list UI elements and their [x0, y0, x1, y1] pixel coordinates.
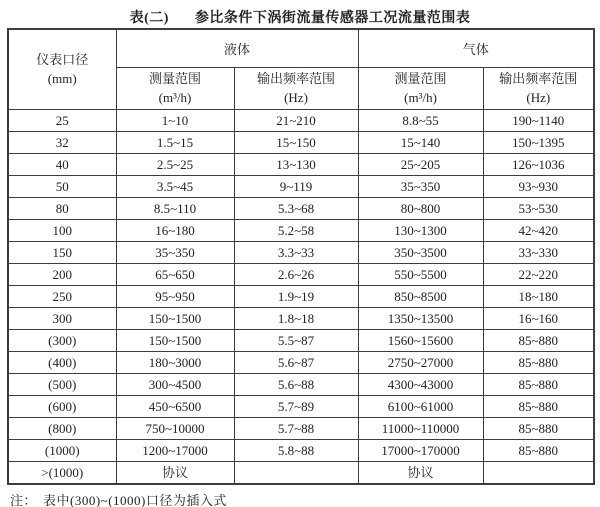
table-cell: (300): [8, 329, 116, 351]
table-row: [8, 241, 594, 263]
footnote-label: 注：: [10, 492, 38, 507]
table-cell: 5.7~88: [234, 417, 358, 439]
table-cell: >(1000): [8, 461, 116, 484]
table-row: [8, 307, 594, 329]
table-cell: 5.7~89: [234, 395, 358, 417]
table-cell: 21~210: [234, 109, 358, 131]
table-cell: 100: [8, 219, 116, 241]
table-cell: 150: [8, 241, 116, 263]
table-cell: 协议: [358, 461, 483, 484]
table-cell: 850~8500: [358, 285, 483, 307]
table-row: [8, 197, 594, 219]
table-cell: 15~150: [234, 131, 358, 153]
table-cell: 8.5~110: [116, 197, 234, 219]
table-cell: 40: [8, 153, 116, 175]
table-cell: 15~140: [358, 131, 483, 153]
table-cell: 5.3~68: [234, 197, 358, 219]
table-cell: 25~205: [358, 153, 483, 175]
table-row: [8, 329, 594, 351]
table-cell: 85~880: [483, 351, 594, 373]
table-cell: 2.5~25: [116, 153, 234, 175]
header-diameter-unit: (mm): [47, 71, 77, 87]
header-liquid-freq-label: 输出频率范围: [257, 71, 336, 86]
table-cell: 1200~17000: [116, 439, 234, 461]
footnote: [10, 490, 600, 507]
table-cell: 42~420: [483, 219, 594, 241]
table-cell: 1.5~15: [116, 131, 234, 153]
table-cell: 35~350: [358, 175, 483, 197]
table-cell: 300: [8, 307, 116, 329]
table-cell: 1~10: [116, 109, 234, 131]
table-cell: 85~880: [483, 439, 594, 461]
table-cell: 300~4500: [116, 373, 234, 395]
table-row: [8, 285, 594, 307]
table-cell: 5.2~58: [234, 219, 358, 241]
footnote-text: 表中(300)~(1000)口径为插入式: [43, 492, 227, 507]
table-cell: 3.5~45: [116, 175, 234, 197]
table-cell: (800): [8, 417, 116, 439]
header-gas-freq: [483, 67, 594, 109]
header-gas-measure-label: 测量范围: [394, 71, 447, 86]
header-group-liquid: 液体: [116, 29, 358, 67]
table-cell: 11000~110000: [358, 417, 483, 439]
table-row: [8, 351, 594, 373]
table-cell: 8.8~55: [358, 109, 483, 131]
table-cell: 3.3~33: [234, 241, 358, 263]
table-cell: 200: [8, 263, 116, 285]
table-cell: 85~880: [483, 329, 594, 351]
table-cell: 9~119: [234, 175, 358, 197]
table-cell: (400): [8, 351, 116, 373]
table-cell: 33~330: [483, 241, 594, 263]
table-cell: (600): [8, 395, 116, 417]
table-row: [8, 373, 594, 395]
header-gas-measure-unit: (m³/h): [404, 90, 437, 105]
table-number: 表(二): [129, 11, 169, 26]
table-row: [8, 395, 594, 417]
table-body: [8, 109, 594, 484]
table-cell: 1.8~18: [234, 307, 358, 329]
table-cell: 126~1036: [483, 153, 594, 175]
table-cell: 13~130: [234, 153, 358, 175]
header-liquid-measure: [116, 67, 234, 109]
header-liquid-freq: [234, 67, 358, 109]
header-gas-freq-unit: (Hz): [526, 90, 551, 105]
table-cell: 6100~61000: [358, 395, 483, 417]
header-diameter: [8, 29, 116, 109]
table-cell: 85~880: [483, 373, 594, 395]
table-cell: 80~800: [358, 197, 483, 219]
table-cell: 5.8~88: [234, 439, 358, 461]
table-cell: 53~530: [483, 197, 594, 219]
table-cell: 4300~43000: [358, 373, 483, 395]
table-cell: 协议: [116, 461, 234, 484]
table-cell: 350~3500: [358, 241, 483, 263]
flow-range-table: [7, 28, 595, 485]
table-cell: 550~5500: [358, 263, 483, 285]
table-cell: 1560~15600: [358, 329, 483, 351]
header-group-row: [8, 29, 594, 67]
header-gas-freq-label: 输出频率范围: [499, 71, 578, 86]
table-cell: (500): [8, 373, 116, 395]
table-cell: 2750~27000: [358, 351, 483, 373]
header-gas-measure: [358, 67, 483, 109]
page-title: [0, 0, 600, 26]
table-cell: 50: [8, 175, 116, 197]
table-cell: 450~6500: [116, 395, 234, 417]
table-cell: 35~350: [116, 241, 234, 263]
table-cell: 2.6~26: [234, 263, 358, 285]
header-diameter-label: 仪表口径: [36, 52, 89, 68]
table-cell: 190~1140: [483, 109, 594, 131]
table-cell: 25: [8, 109, 116, 131]
table-cell: 65~650: [116, 263, 234, 285]
header-group-gas: 气体: [358, 29, 594, 67]
table-cell: 130~1300: [358, 219, 483, 241]
table-cell: 1350~13500: [358, 307, 483, 329]
table-cell: 22~220: [483, 263, 594, 285]
table-cell: 80: [8, 197, 116, 219]
table-cell: [234, 461, 358, 484]
table-cell: 32: [8, 131, 116, 153]
table-cell: 16~180: [116, 219, 234, 241]
table-cell: (1000): [8, 439, 116, 461]
table-row: [8, 153, 594, 175]
table-row: [8, 131, 594, 153]
table-cell: 5.6~88: [234, 373, 358, 395]
table-row: [8, 109, 594, 131]
table-cell: 85~880: [483, 395, 594, 417]
table-row: [8, 263, 594, 285]
table-cell: 250: [8, 285, 116, 307]
table-row: [8, 417, 594, 439]
table-cell: 85~880: [483, 417, 594, 439]
table-row: [8, 461, 594, 484]
table-title-text: 参比条件下涡街流量传感器工况流量范围表: [194, 11, 471, 26]
table-cell: 150~1395: [483, 131, 594, 153]
table-row: [8, 175, 594, 197]
table-cell: 1.9~19: [234, 285, 358, 307]
table-cell: 180~3000: [116, 351, 234, 373]
header-liquid-freq-unit: (Hz): [284, 90, 308, 105]
table-cell: 150~1500: [116, 329, 234, 351]
table-cell: 750~10000: [116, 417, 234, 439]
table-cell: [483, 461, 594, 484]
table-cell: 17000~170000: [358, 439, 483, 461]
table-cell: 93~930: [483, 175, 594, 197]
table-row: [8, 219, 594, 241]
table-row: [8, 439, 594, 461]
table-cell: 16~160: [483, 307, 594, 329]
header-liquid-measure-unit: (m³/h): [158, 90, 192, 105]
header-liquid-measure-label: 测量范围: [148, 71, 201, 86]
table-cell: 18~180: [483, 285, 594, 307]
table-cell: 95~950: [116, 285, 234, 307]
table-cell: 150~1500: [116, 307, 234, 329]
table-cell: 5.6~87: [234, 351, 358, 373]
table-cell: 5.5~87: [234, 329, 358, 351]
